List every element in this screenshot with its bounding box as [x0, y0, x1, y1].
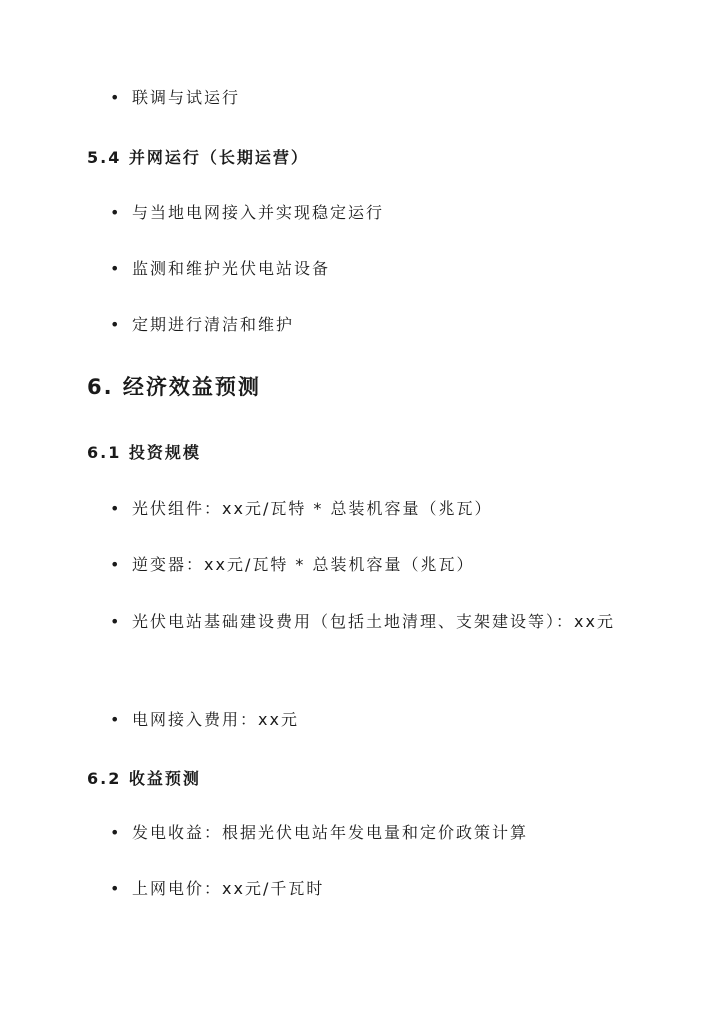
list-item [110, 77, 640, 119]
list-item-text: 电网接入费用：xx元 [132, 710, 299, 729]
list-item [110, 699, 640, 741]
bullet-icon: • [110, 879, 122, 898]
list-item-text: 光伏电站基础建设费用（包括土地清理、支架建设等）：xx元 [132, 612, 615, 631]
section-heading-6-1: 6.1 投资规模 [87, 443, 201, 462]
bullet-icon: • [110, 555, 122, 574]
section-heading-6-2: 6.2 收益预测 [87, 769, 201, 788]
list-item [110, 812, 640, 854]
list-item-text: 逆变器：xx元/瓦特 * 总装机容量（兆瓦） [132, 555, 475, 574]
list-item [110, 544, 640, 586]
list-item-text: 定期进行清洁和维护 [132, 315, 295, 334]
bullet-icon: • [110, 203, 122, 222]
list-item-text: 光伏组件：xx元/瓦特 * 总装机容量（兆瓦） [132, 499, 493, 518]
list-item-text: 发电收益：根据光伏电站年发电量和定价政策计算 [132, 823, 529, 842]
list-item-text: 上网电价：xx元/千瓦时 [132, 879, 325, 898]
list-item [110, 868, 640, 910]
bullet-icon: • [110, 823, 122, 842]
list-item [110, 248, 640, 290]
bullet-icon: • [110, 612, 122, 631]
list-item-text: 联调与试运行 [132, 88, 241, 107]
list-item [110, 600, 640, 644]
bullet-icon: • [110, 259, 122, 278]
list-item [110, 192, 640, 234]
list-item-text: 监测和维护光伏电站设备 [132, 259, 331, 278]
bullet-icon: • [110, 710, 122, 729]
bullet-icon: • [110, 315, 122, 334]
list-item-text: 与当地电网接入并实现稳定运行 [132, 203, 385, 222]
bullet-icon: • [110, 499, 122, 518]
bullet-icon: • [110, 88, 122, 107]
section-heading-6: 6. 经济效益预测 [87, 375, 261, 399]
list-item [110, 488, 640, 530]
list-item [110, 304, 640, 346]
section-heading-5-4: 5.4 并网运行（长期运营） [87, 148, 309, 167]
